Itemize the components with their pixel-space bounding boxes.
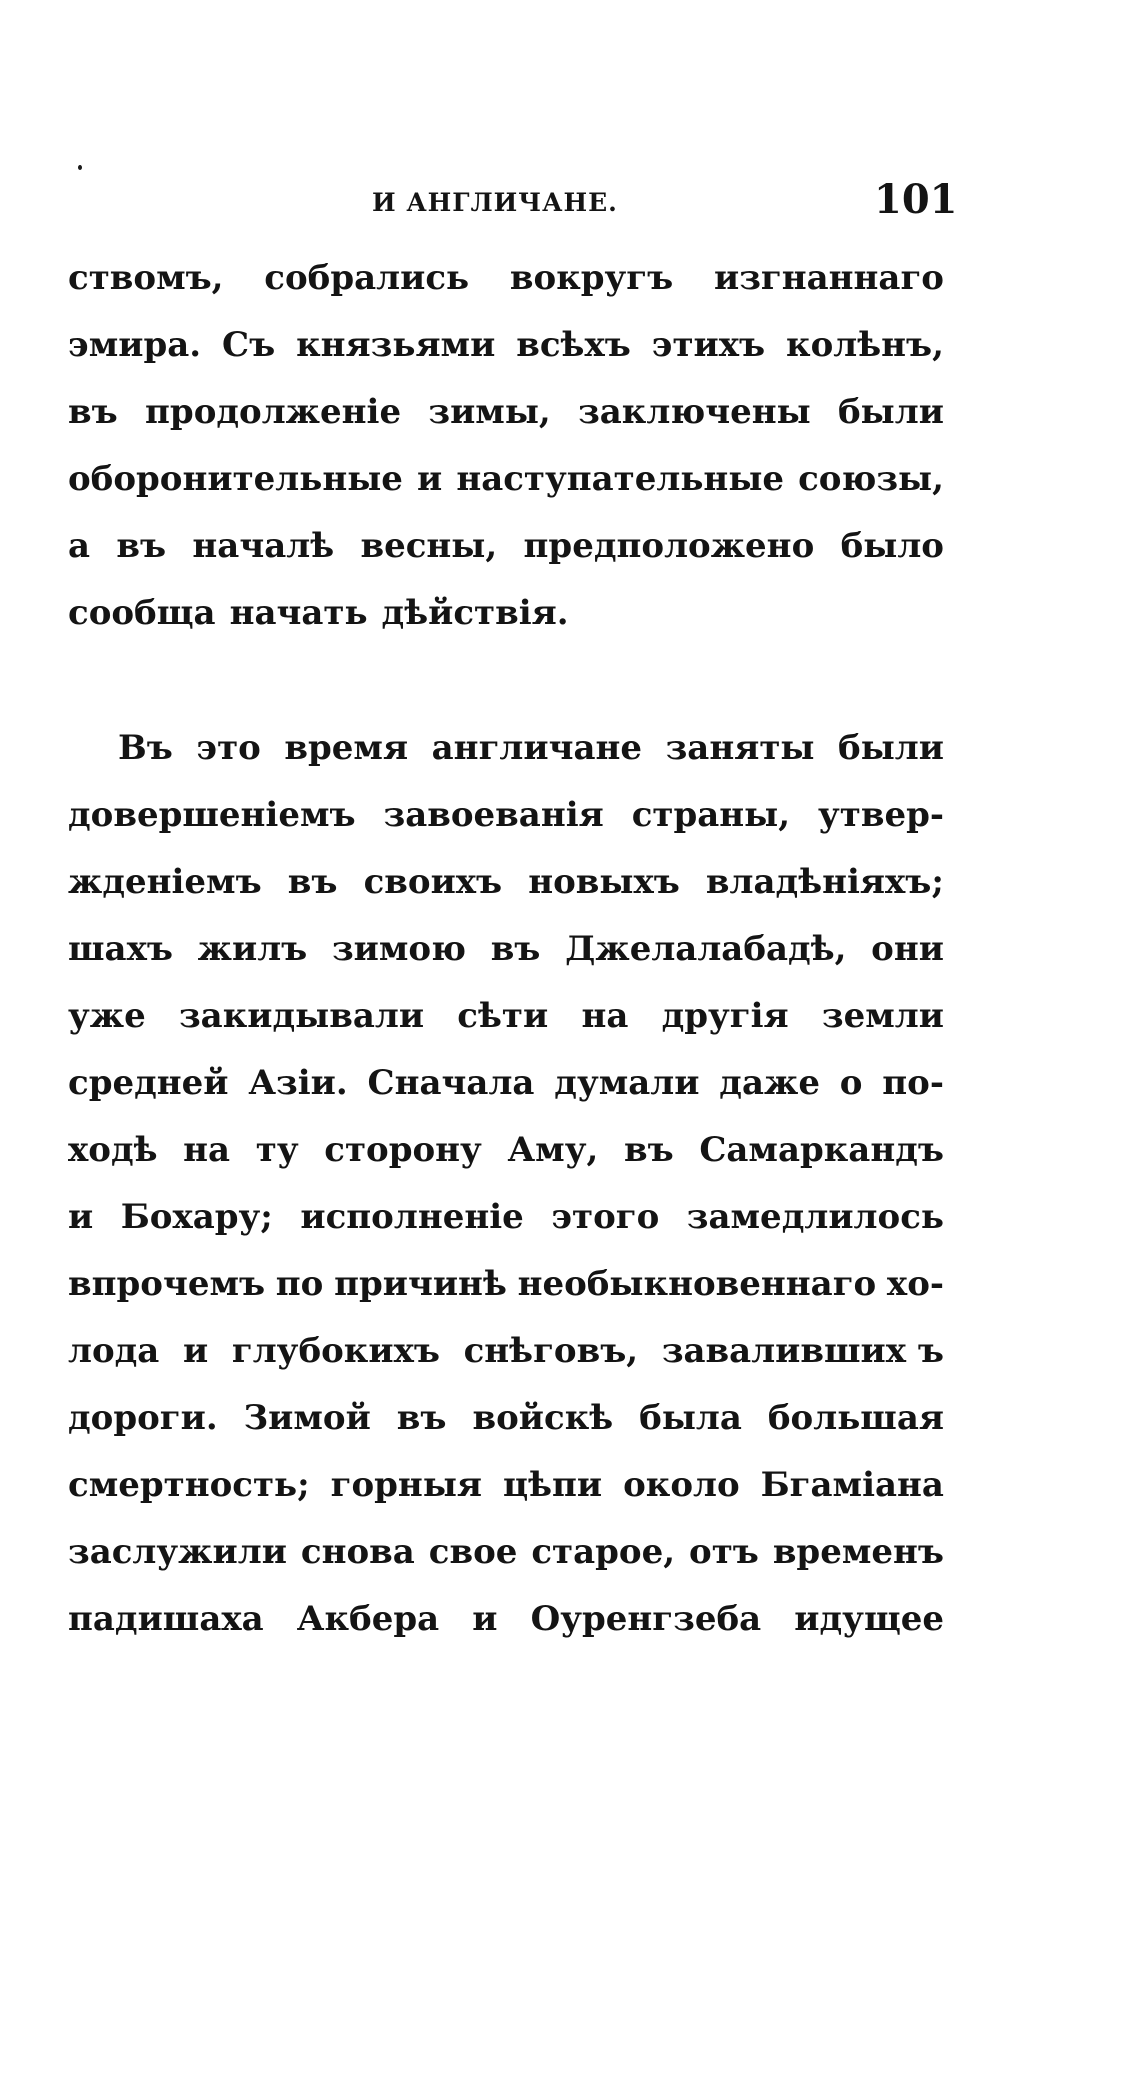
word: отъ: [689, 1532, 759, 1572]
word: дѣйствія.: [381, 593, 569, 633]
word: исполненіе: [300, 1197, 524, 1237]
text-line: [68, 1599, 944, 1666]
word: закидывали: [178, 996, 425, 1036]
text-line: [68, 1532, 944, 1599]
word: цѣпи: [502, 1465, 603, 1505]
paragraph-2: [68, 728, 944, 1666]
word: шахъ: [68, 929, 173, 969]
word: глубокихъ: [231, 1331, 440, 1371]
word: изгнаннаго: [713, 258, 944, 298]
word: горныя: [330, 1465, 483, 1505]
word: время: [284, 728, 409, 768]
word: въ: [68, 392, 118, 432]
word: оборонительные: [68, 459, 403, 499]
word: земли: [821, 996, 944, 1036]
word: смертность;: [68, 1465, 310, 1505]
text-line: [68, 795, 944, 862]
text-line: [68, 526, 944, 593]
word: заключены: [578, 392, 811, 432]
word: снова: [300, 1532, 415, 1572]
text-line: [68, 862, 944, 929]
text-line: [68, 929, 944, 996]
word: своихъ: [363, 862, 503, 902]
word: Въ: [118, 728, 173, 768]
word: хо-: [886, 1264, 944, 1304]
word: Джелалабадѣ,: [565, 929, 847, 969]
word: это: [196, 728, 261, 768]
text-line: [68, 728, 944, 795]
word: Азіи.: [248, 1063, 348, 1103]
word: въ: [396, 1398, 447, 1438]
page-number: 101: [874, 176, 958, 223]
word: въ: [116, 526, 167, 566]
word: заслужили: [68, 1532, 287, 1572]
word: большая: [767, 1398, 944, 1438]
word: довершеніемъ: [68, 795, 356, 835]
text-line: [68, 325, 944, 392]
word: продолженіе: [145, 392, 402, 432]
word: владѣніяхъ;: [705, 862, 944, 902]
word: предположено: [523, 526, 815, 566]
text-line: [68, 392, 944, 459]
word: Акбера: [296, 1599, 440, 1639]
word: Бохару;: [120, 1197, 273, 1237]
word: свое: [428, 1532, 518, 1572]
word: въ: [623, 1130, 674, 1170]
word: сѣти: [457, 996, 549, 1036]
word: собрались: [264, 258, 470, 298]
word: завоеванія: [383, 795, 604, 835]
word: на: [183, 1130, 231, 1170]
word: жилъ: [197, 929, 308, 969]
word: этихъ: [651, 325, 766, 365]
word: идущее: [794, 1599, 944, 1639]
word: зимы,: [428, 392, 551, 432]
text-line: [68, 1063, 944, 1130]
word: войскѣ: [472, 1398, 614, 1438]
word: всѣхъ: [516, 325, 631, 365]
word: по: [275, 1264, 324, 1304]
print-speck: [78, 165, 82, 170]
word: и: [417, 459, 443, 499]
word: заняты: [665, 728, 815, 768]
word: Оуренгзеба: [530, 1599, 762, 1639]
word: ходѣ: [68, 1130, 158, 1170]
word: и: [472, 1599, 498, 1639]
word: средней: [68, 1063, 229, 1103]
word: новыхъ: [528, 862, 680, 902]
word: замедлилось: [686, 1197, 944, 1237]
word: о: [839, 1063, 863, 1103]
word: по-: [882, 1063, 944, 1103]
word: были: [838, 728, 944, 768]
text-line: [68, 459, 944, 526]
word: другія: [661, 996, 789, 1036]
word: дороги.: [68, 1398, 218, 1438]
word: старое,: [531, 1532, 676, 1572]
word: Самаркандъ: [699, 1130, 944, 1170]
word: начать: [229, 593, 368, 633]
word: англичане: [431, 728, 643, 768]
text-line: [68, 1130, 944, 1197]
word: ту: [255, 1130, 299, 1170]
word: падишаха: [68, 1599, 264, 1639]
word: Аму,: [507, 1130, 599, 1170]
word: сторону: [324, 1130, 482, 1170]
word: думали: [554, 1063, 700, 1103]
text-line: [68, 1398, 944, 1465]
word: заваливших ъ: [661, 1331, 944, 1371]
text-line: [68, 1331, 944, 1398]
word: этого: [551, 1197, 660, 1237]
word: лода: [68, 1331, 160, 1371]
word: зимою: [331, 929, 466, 969]
word: весны,: [360, 526, 498, 566]
word: уже: [68, 996, 146, 1036]
word: наступательные: [456, 459, 785, 499]
word: причинѣ: [334, 1264, 507, 1304]
text-line: [68, 996, 944, 1063]
word: было: [840, 526, 944, 566]
word: князьями: [296, 325, 496, 365]
word: даже: [719, 1063, 820, 1103]
word: началѣ: [192, 526, 335, 566]
text-line: [68, 1465, 944, 1532]
text-line: [68, 1197, 944, 1264]
word: и: [68, 1197, 94, 1237]
text-line: [68, 258, 944, 325]
word: снѣговъ,: [463, 1331, 639, 1371]
word: сообща: [68, 593, 216, 633]
word: Бгаміана: [760, 1465, 944, 1505]
word: а: [68, 526, 91, 566]
word: и: [183, 1331, 209, 1371]
text-line: [68, 593, 944, 660]
word: въ: [287, 862, 338, 902]
word: союзы,: [798, 459, 944, 499]
word: была: [639, 1398, 742, 1438]
word: утвер-: [818, 795, 944, 835]
word: временъ: [772, 1532, 944, 1572]
paragraph-1: [68, 258, 944, 660]
word: они: [871, 929, 944, 969]
word: на: [581, 996, 629, 1036]
word: около: [623, 1465, 740, 1505]
text-line: [68, 1264, 944, 1331]
word: Съ: [222, 325, 276, 365]
word: были: [838, 392, 944, 432]
word: Зимой: [243, 1398, 371, 1438]
word: необыкновеннаго: [517, 1264, 877, 1304]
word: ствомъ,: [68, 258, 224, 298]
word: Сначала: [367, 1063, 535, 1103]
word: вокругъ: [509, 258, 674, 298]
word: колѣнъ,: [786, 325, 944, 365]
word: страны,: [631, 795, 791, 835]
word: впрочемъ: [68, 1264, 266, 1304]
word: жденіемъ: [68, 862, 262, 902]
word: эмира.: [68, 325, 202, 365]
running-head: И АНГЛИЧАНЕ.: [372, 188, 618, 217]
word: въ: [490, 929, 541, 969]
